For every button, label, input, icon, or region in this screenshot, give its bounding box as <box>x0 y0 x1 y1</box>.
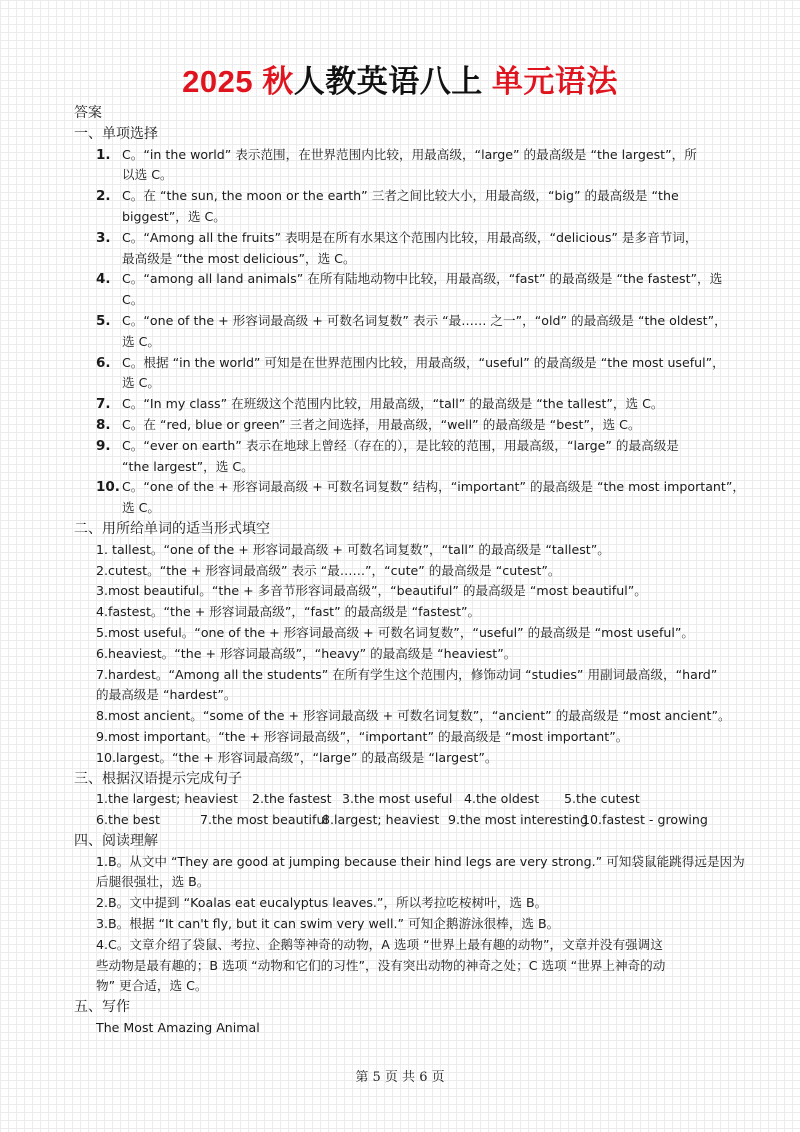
sentence-answer: 2.the fastest <box>252 791 332 807</box>
page-title <box>0 56 800 101</box>
section-1-list <box>0 145 800 519</box>
question-item: 4. C。“among all land animals” 在所有陆地动物中比较，用最高级，“fast” 的最高级是 “the fastest”，选 <box>0 269 800 290</box>
title-year: 2025 秋 <box>182 64 294 99</box>
answer-content <box>0 103 800 1039</box>
question-item-cont: 最高级是 “the most delicious”，选 C。 <box>122 250 356 266</box>
title-topic: 单元语法 <box>491 64 618 99</box>
reading-answer: 3.B。根据 “It can't fly, but it can swim very well.” 可知企鹅游泳很棒，选 B。 <box>96 916 560 932</box>
question-item: 8. C。在 “red, blue or green” 三者之间选择，用最高级，“well” 的最高级是 “best”，选 C。 <box>0 415 800 436</box>
question-item-cont: C。 <box>122 292 144 308</box>
fill-in-answer: 10.largest。“the + 形容词最高级”，“large” 的最高级是 “largest”。 <box>96 749 498 765</box>
question-item: 5. C。“one of the + 形容词最高级 + 可数名词复数” 表示 “最…… 之一”，“old” 的最高级是 “the oldest”， <box>0 311 800 332</box>
sentence-answer: 7.the most beautiful <box>200 812 328 828</box>
sentence-answer: 4.the oldest <box>464 791 540 807</box>
reading-answer-cont: 物” 更合适，选 C。 <box>96 978 208 994</box>
fill-in-answer: 2.cutest。“the + 形容词最高级” 表示 “最……”，“cute” 的最高级是 “cutest”。 <box>96 562 561 578</box>
section-2-heading: 二、用所给单词的适当形式填空 <box>74 520 270 537</box>
item-number: 5. <box>96 312 111 329</box>
question-item-cont: 以选 C。 <box>122 167 173 183</box>
section-4-heading: 四、阅读理解 <box>74 832 158 849</box>
fill-in-answer: 4.fastest。“the + 形容词最高级”，“fast” 的最高级是 “fastest”。 <box>96 604 481 620</box>
question-item-cont: biggest”，选 C。 <box>122 208 226 224</box>
question-item: 1. C。“in the world” 表示范围，在世界范围内比较，用最高级，“large” 的最高级是 “the largest”，所 <box>0 145 800 166</box>
item-number: 9. <box>96 437 111 454</box>
fill-in-answer: 3.most beautiful。“the + 多音节形容词最高级”，“beautiful” 的最高级是 “most beautiful”。 <box>96 583 647 599</box>
fill-in-answer: 5.most useful。“one of the + 形容词最高级 + 可数名词复数”，“useful” 的最高级是 “most useful”。 <box>96 624 694 640</box>
sentence-answer: 10.fastest - growing <box>582 812 708 828</box>
fill-in-answer-cont: 的最高级是 “hardest”。 <box>96 687 237 703</box>
reading-answer: 4.C。文章介绍了袋鼠、考拉、企鹅等神奇的动物，A 选项 “世界上最有趣的动物”，文章并没有强调这 <box>96 936 663 952</box>
section-1-heading: 一、单项选择 <box>74 125 158 142</box>
section-5-heading: 五、写作 <box>74 999 130 1016</box>
fill-in-answer: 6.heaviest。“the + 形容词最高级”，“heavy” 的最高级是 “heaviest”。 <box>96 645 517 661</box>
question-item-cont: 选 C。 <box>122 333 160 349</box>
question-item: 9. C。“ever on earth” 表示在地球上曾经（存在的），是比较的范围，用最高级，“large” 的最高级是 <box>0 436 800 457</box>
section-3-heading: 三、根据汉语提示完成句子 <box>74 770 242 787</box>
item-number: 6. <box>96 354 111 371</box>
title-subject: 人教英语八上 <box>293 64 492 99</box>
fill-in-answer: 7.hardest。“Among all the students” 在所有学生这个范围内，修饰动词 “studies” 用副词最高级，“hard” <box>96 666 718 682</box>
item-number: 8. <box>96 416 111 433</box>
sentence-answers-row <box>0 810 800 831</box>
item-number: 4. <box>96 271 111 288</box>
item-number: 7. <box>96 396 111 413</box>
sentence-answer: 5.the cutest <box>564 791 640 807</box>
question-item-cont: “the largest”，选 C。 <box>122 458 254 474</box>
reading-answer: 1.B。从文中 “They are good at jumping because their hind legs are very strong.” 可知袋鼠能跳得远是因为 <box>96 853 745 869</box>
fill-in-answer: 9.most important。“the + 形容词最高级”，“important” 的最高级是 “most important”。 <box>96 728 629 744</box>
writing-title: The Most Amazing Animal <box>96 1020 260 1036</box>
question-item: 7. C。“In my class” 在班级这个范围内比较，用最高级，“tall” 的最高级是 “the tallest”，选 C。 <box>0 394 800 415</box>
question-item: 3. C。“Among all the fruits” 表明是在所有水果这个范围内比较，用最高级，“delicious” 是多音节词， <box>0 228 800 249</box>
reading-answer: 2.B。文中提到 “Koalas eat eucalyptus leaves.”，所以考拉吃桉树叶，选 B。 <box>96 895 548 911</box>
item-number: 10. <box>96 479 120 496</box>
question-item-cont: 选 C。 <box>122 375 160 391</box>
sentence-answers-row <box>0 789 800 810</box>
question-item: 2. C。在 “the sun, the moon or the earth” 三者之间比较大小，用最高级，“big” 的最高级是 “the <box>0 186 800 207</box>
question-item: 10. C。“one of the + 形容词最高级 + 可数名词复数” 结构，“important” 的最高级是 “the most important”， <box>0 477 800 498</box>
sentence-answer: 3.the most useful <box>342 791 453 807</box>
sentence-answer: 8.largest; heaviest <box>322 812 440 828</box>
answer-label: 答案 <box>74 105 102 121</box>
fill-in-answer: 8.most ancient。“some of the + 形容词最高级 + 可数名词复数”，“ancient” 的最高级是 “most ancient”。 <box>96 708 731 724</box>
question-item-cont: 选 C。 <box>122 500 160 516</box>
item-number: 3. <box>96 229 111 246</box>
fill-in-answer: 1. tallest。“one of the + 形容词最高级 + 可数名词复数”，“tall” 的最高级是 “tallest”。 <box>96 541 610 557</box>
question-item: 6. C。根据 “in the world” 可知是在世界范围内比较，用最高级，“useful” 的最高级是 “the most useful”， <box>0 353 800 374</box>
item-number: 2. <box>96 188 111 205</box>
page-number: 第 5 页 共 6 页 <box>355 1070 445 1085</box>
sentence-answer: 9.the most interesting <box>448 812 588 828</box>
reading-answer-cont: 些动物是最有趣的；B 选项 “动物和它们的习性”，没有突出动物的神奇之处；C 选项 “世界上神奇的动 <box>96 957 666 973</box>
sentence-answer: 1.the largest; heaviest <box>96 791 238 807</box>
sentence-answer: 6.the best <box>96 812 160 828</box>
item-number: 1. <box>96 146 111 163</box>
reading-answer-cont: 后腿很强壮，选 B。 <box>96 874 210 890</box>
